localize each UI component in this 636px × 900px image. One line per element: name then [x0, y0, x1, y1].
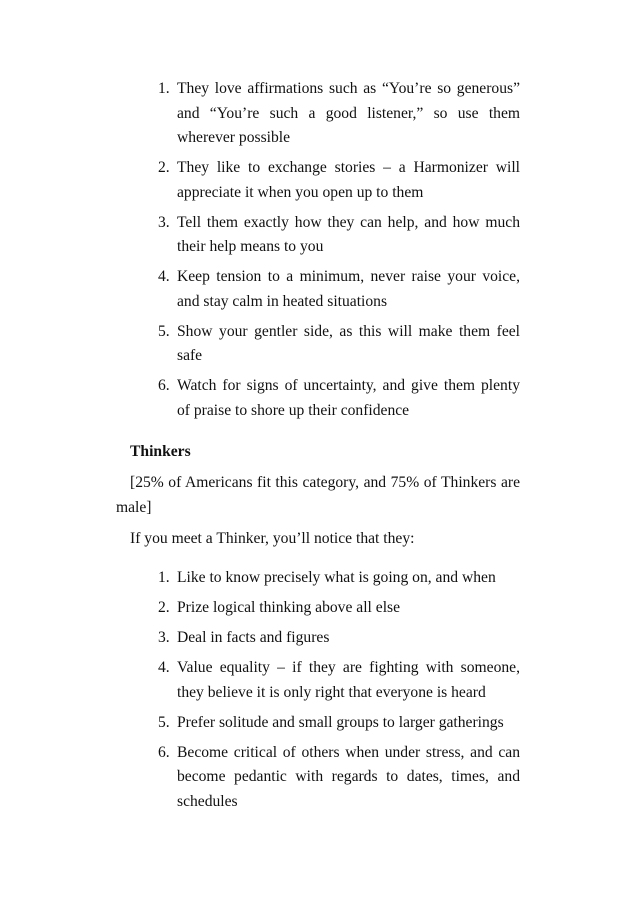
list-number: 4.: [158, 659, 170, 676]
intro-text: If you meet a Thinker, you’ll notice that they:: [130, 530, 415, 547]
list-item-text: They love affirmations such as “You’re so generous” and “You’re such a good listener,” so use them wherever possible: [177, 80, 520, 146]
list-item: [158, 626, 520, 651]
section-heading: Thinkers: [130, 443, 191, 460]
list-item: [158, 265, 520, 314]
list-number: 1.: [158, 80, 170, 97]
list-item: [158, 596, 520, 621]
list-number: 6.: [158, 377, 170, 394]
list-item: [158, 711, 520, 736]
list-item: [158, 741, 520, 815]
list-item: [158, 211, 520, 260]
list-item-text: Tell them exactly how they can help, and how much their help means to you: [177, 213, 520, 255]
list-item-text: Prefer solitude and small groups to larger gatherings: [177, 713, 504, 731]
list-item-text: Deal in facts and figures: [177, 629, 330, 646]
thinker-traits-list: [158, 566, 520, 820]
list-item-text: Watch for signs of uncertainty, and give them plenty of praise to shore up their confidence: [177, 377, 520, 419]
harmonizer-tips-list: [158, 77, 520, 429]
list-item: [158, 77, 520, 151]
list-number: 2.: [158, 599, 170, 616]
list-number: 3.: [158, 213, 170, 231]
list-item-text: Keep tension to a minimum, never raise your voice, and stay calm in heated situations: [177, 268, 520, 310]
list-item-text: Show your gentler side, as this will make them feel safe: [177, 322, 520, 364]
list-item-text: Become critical of others when under stress, and can become pedantic with regards to dates, times, and schedules: [177, 743, 520, 810]
list-item: [158, 320, 520, 369]
list-item-text: Prize logical thinking above all else: [177, 599, 401, 616]
list-number: 5.: [158, 322, 170, 340]
statistic-paragraph: [116, 471, 520, 520]
list-number: 5.: [158, 713, 170, 731]
list-item-text: Value equality – if they are fighting with someone, they believe it is only right that everyone is heard: [177, 659, 520, 701]
list-item-text: They like to exchange stories – a Harmonizer will appreciate it when you open up to them: [177, 159, 520, 201]
list-number: 2.: [158, 159, 170, 176]
list-item: [158, 656, 520, 705]
intro-paragraph: [116, 527, 520, 552]
list-item: [158, 566, 520, 591]
list-number: 6.: [158, 743, 170, 761]
list-item-text: Like to know precisely what is going on, and when: [177, 569, 496, 586]
list-item: [158, 374, 520, 423]
statistic-text: [25% of Americans fit this category, and 75% of Thinkers are male]: [116, 474, 520, 516]
list-item: [158, 156, 520, 205]
list-number: 3.: [158, 629, 170, 646]
list-number: 1.: [158, 569, 170, 586]
list-number: 4.: [158, 268, 170, 285]
